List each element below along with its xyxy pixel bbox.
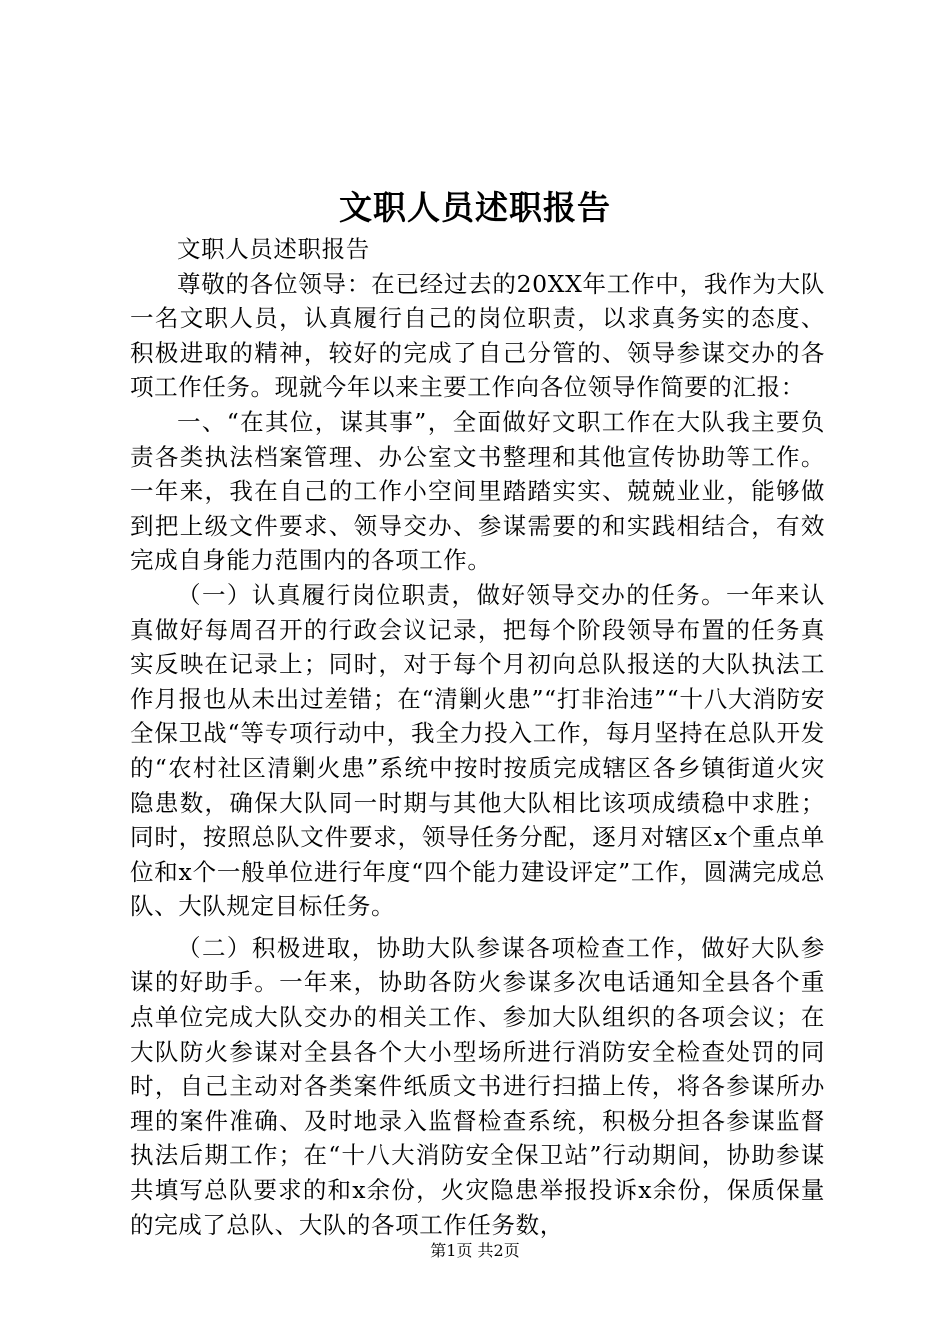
subtitle-paragraph: 文职人员述职报告 bbox=[177, 235, 370, 263]
document-title: 文职人员述职报告 bbox=[339, 188, 611, 227]
greeting-paragraph: 尊敬的各位领导：在已经过去的20XX年工作中，我作为大队一名文职人员，认真履行自己的岗位职责，以求真务实的态度、积极进取的精神，较好的完成了自己分管的、领导参谋交办的各项工作任务。现就今年以来主要工作向各位领导作简要的汇报： bbox=[130, 269, 825, 402]
document-body bbox=[130, 232, 825, 1242]
page-footer: 第1页 共2页 bbox=[430, 1241, 520, 1260]
item-two-paragraph: （二）积极进取，协助大队参谋各项检查工作，做好大队参谋的好助手。一年来，协助各防火参谋多次电话通知全县各个重点单位完成大队交办的相关工作、参加大队组织的各项会议；在大队防火参谋对全县各个大小型场所进行消防安全检查处罚的同时，自己主动对各类案件纸质文书进行扫描上传，将各参谋所办理的案件准确、及时地录入监督检查系统，积极分担各参谋监督执法后期工作；在“十八大消防安全保卫站”行动期间，协助参谋共填写总队要求的和x余份，火灾隐患举报投诉x余份，保质保量的完成了总队、大队的各项工作任务数， bbox=[130, 933, 825, 1239]
item-one-paragraph: （一）认真履行岗位职责，做好领导交办的任务。一年来认真做好每周召开的行政会议记录，把每个阶段领导布置的任务真实反映在记录上；同时，对于每个月初向总队报送的大队执法工作月报也从未出过差错；在“清剿火患”“打非治违”“十八大消防安全保卫战“等专项行动中，我全力投入工作，每月坚持在总队开发的“农村社区清剿火患”系统中按时按质完成辖区各乡镇街道火灾隐患数，确保大队同一时期与其他大队相比该项成绩稳中求胜；同时，按照总队文件要求，领导任务分配，逐月对辖区x个重点单位和x个一般单位进行年度“四个能力建设评定”工作，圆满完成总队、大队规定目标任务。 bbox=[130, 580, 825, 921]
section-one-paragraph: 一、“在其位，谋其事”，全面做好文职工作在大队我主要负责各类执法档案管理、办公室文书整理和其他宣传协助等工作。一年来，我在自己的工作小空间里踏踏实实、兢兢业业，能够做到把上级文件要求、领导交办、参谋需要的和实践相结合，有效完成自身能力范围内的各项工作。 bbox=[130, 407, 825, 575]
